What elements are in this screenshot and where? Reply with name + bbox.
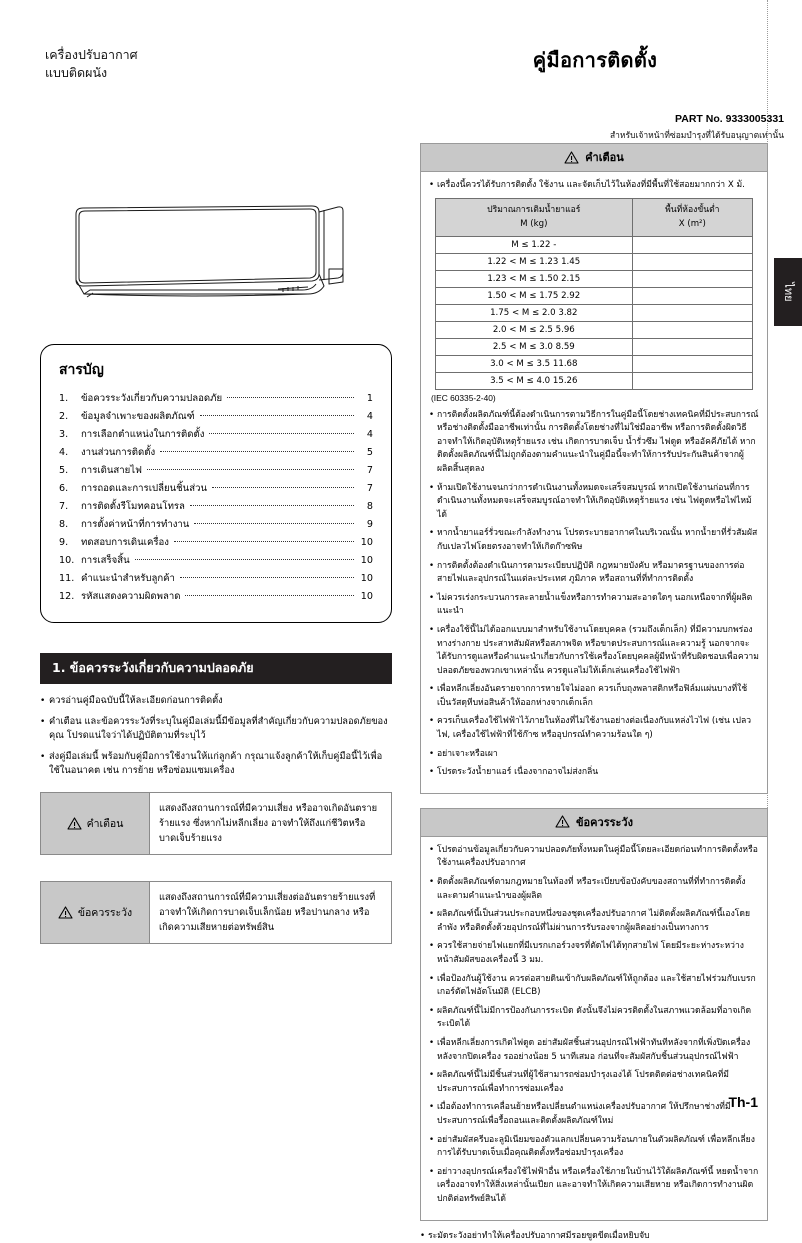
section-1-bullet [40,694,392,709]
toc-item-label: การตั้งค่าหน้าที่การทำงาน [81,516,192,534]
toc-item-number: 4. [59,444,81,462]
toc-item-label: การเลือกตำแหน่งในการติดตั้ง [81,426,207,444]
table-header-charge [436,198,633,236]
cell-area [632,270,752,287]
toc-leader-dots [135,559,354,560]
bullet-dot-icon: • [429,748,437,762]
bullet-text: ควรเก็บเครื่องใช้ไฟฟ้าไว้ภายในห้องที่ไม่ใช้งานอย่างต่อเนื่องกับแหล่งไวไฟ (เช่น เปลวไฟ, เครื่องใช้ไฟฟ้าที่ใช้ก๊าซ หรืออุปกรณ์ทำความร้อนใด ๆ) [437,715,759,742]
legend-caution-row [40,881,392,944]
caution-bullets [429,844,759,1207]
bullet-dot-icon: • [429,844,437,871]
bullet-text: อย่าสัมผัสครีบอะลูมิเนียมของตัวแลกเปลี่ยนความร้อนภายในตัวผลิตภัณฑ์ เพื่อหลีกเลี่ยงการได้รับบาดเจ็บเมื่อคุณติดตั้งหรือซ่อมบำรุงเครื่อง [437,1134,759,1161]
product-type-line1: เครื่องปรับอากาศ [45,46,138,64]
toc-leader-dots [160,451,354,452]
bullet-dot-icon: • [429,715,437,742]
bullet-dot-icon: • [429,1101,437,1128]
warning-bullet [429,527,759,554]
toc-item-label: การถอดและการเปลี่ยนชิ้นส่วน [81,480,210,498]
caution-bullet [429,876,759,903]
right-column [420,143,768,1243]
cell-area [632,236,752,253]
section-1-bullet [40,750,392,779]
toc-item-page: 10 [356,588,373,606]
section-1-bullets [40,694,392,779]
toc-item-number: 12. [59,588,81,606]
bullet-dot-icon: • [429,527,437,554]
cell-charge: 1.75 < M ≤ 2.0 3.82 [436,304,633,321]
warning-bullets [429,409,759,780]
warning-bullet [429,482,759,523]
toc-item-page: 1 [356,390,373,408]
handling-note-bullet [420,1230,768,1243]
toc-leader-dots [180,577,354,578]
toc-item-label: รหัสแสดงความผิดพลาด [81,588,183,606]
toc-item[interactable] [59,480,373,498]
bullet-text: ติดตั้งผลิตภัณฑ์ตามกฎหมายในท้องที่ หรือระเบียบข้อบังคับของสถานที่ที่ทำการติดตั้ง และตามคำแนะนำของผู้ผลิต [437,876,759,903]
page-footer: Th-1 [728,1094,758,1110]
table-row [436,270,753,287]
bullet-text: ควรอ่านคู่มือฉบับนี้ให้ละเอียดก่อนการติดตั้ง [49,694,392,709]
table-header-charge-line2: M (kg) [520,219,547,229]
legend-warning-row [40,792,392,855]
section-1-heading: 1. ข้อควรระวังเกี่ยวกับความปลอดภัย [40,653,392,684]
toc-item[interactable] [59,444,373,462]
warning-intro-text: เครื่องนี้ควรได้รับการติดตั้ง ใช้งาน และจัดเก็บไว้ในห้องที่มีพื้นที่ใช้สอยมากกว่า X ม้. [437,179,759,193]
bullet-dot-icon: • [429,1037,437,1064]
caution-bullet [429,844,759,871]
panel-spacer [420,794,768,808]
caution-bullet [429,908,759,935]
table-header-charge-line1: ปริมาณการเติมน้ำยาแอร์ [487,205,580,215]
table-row [436,372,753,389]
legend-caution-desc: แสดงถึงสถานการณ์ที่มีความเสี่ยงต่ออันตรายร้ายแรงที่อาจทำให้เกิดการบาดเจ็บเล็กน้อย หรือปานกลาง หรือเกิดความเสียหายต่อทรัพย์สิน [149,882,391,943]
caution-bullet [429,1037,759,1064]
toc-item-label: ข้อมูลจำเพาะของผลิตภัณฑ์ [81,408,198,426]
toc-leader-dots [147,469,354,470]
toc-item-number: 10. [59,552,81,570]
bullet-text: เครื่องใช้นี้ไม่ได้ออกแบบมาสำหรับใช้งานโดยบุคคล (รวมถึงเด็กเล็ก) ที่มีความบกพร่องทางร่างกาย ประสาทสัมผัสหรือสภาพจิต หรือขาดประสบการณ์และความรู้ นอกจากจะได้รับการดูแลหรือคำแนะนำเกี่ยวกับการใช้เครื่องโดยบุคคลผู้มีหน้าที่รับผิดชอบเพื่อความปลอดภัยของพวกเขาเหล่านั้น ควรดูแลไม่ให้เด็กเล่นเครื่องใช้ไฟฟ้า [437,624,759,678]
warning-panel [420,143,768,794]
toc-item-number: 3. [59,426,81,444]
bullet-dot-icon: • [429,624,437,678]
bullet-dot-icon: • [429,908,437,935]
warning-bullet [429,683,759,710]
cell-charge: 1.23 < M ≤ 1.50 2.15 [436,270,633,287]
standard-reference: (IEC 60335-2-40) [431,393,759,403]
caution-bullet [429,1101,759,1128]
bullet-dot-icon: • [429,876,437,903]
bullet-text: ส่งคู่มือเล่มนี้ พร้อมกับคู่มือการใช้งานให้แก่ลูกค้า กรุณาแจ้งลูกค้าให้เก็บคู่มือนี้ไว้เพื่อใช้ในอนาคต เช่น การย้าย หรือซ่อมแซมเครื่อง [49,750,392,779]
bullet-text: ควรใช้สายจ่ายไฟแยกที่มีเบรกเกอร์วงจรที่ตัดไฟได้ทุกสายไฟ โดยมีระยะห่างระหว่างหน้าสัมผัสของเครื่องนี้ 3 มม. [437,940,759,967]
caution-triangle-icon [58,906,73,919]
caution-panel-title: ข้อควรระวัง [576,813,633,831]
product-type-heading [45,46,138,82]
cell-area [632,321,752,338]
toc-item-label: การติดตั้งรีโมทคอนโทรล [81,498,188,516]
refrigerant-charge-table [435,198,753,390]
bullet-dot-icon: • [429,592,437,619]
bullet-text: ไม่ควรเร่งกระบวนการละลายน้ำแข็งหรือการทำความสะอาดใดๆ นอกเหนือจากที่ผู้ผลิตแนะนำ [437,592,759,619]
toc-item[interactable] [59,516,373,534]
toc-item[interactable] [59,588,373,606]
warning-panel-header [421,144,767,172]
bullet-dot-icon: • [40,715,49,744]
toc-item-number: 5. [59,462,81,480]
bullet-dot-icon: • [40,694,49,709]
bullet-dot-icon: • [429,482,437,523]
toc-item-number: 2. [59,408,81,426]
bullet-dot-icon: • [429,1134,437,1161]
toc-leader-dots [185,595,354,596]
caution-panel-body [421,837,767,1220]
cell-charge: 3.0 < M ≤ 3.5 11.68 [436,355,633,372]
toc-item[interactable] [59,408,373,426]
toc-item-number: 8. [59,516,81,534]
toc-item-page: 10 [356,552,373,570]
toc-leader-dots [209,433,354,434]
toc-item-label: ข้อควรระวังเกี่ยวกับความปลอดภัย [81,390,225,408]
warning-bullet [429,624,759,678]
warning-bullet [429,748,759,762]
bullet-text: อย่าวางอุปกรณ์เครื่องใช้ไฟฟ้าอื่น หรือเครื่องใช้ภายในบ้านไว้ใต้ผลิตภัณฑ์นี้ หยดน้ำจากเครื่องอาจทำให้สิ่งเหล่านั้นเปียก และอาจทำให้เกิดความเสียหาย หรือเกิดการทำงานผิดปกติต่อทรัพย์สินได้ [437,1166,759,1207]
bullet-text: เพื่อป้องกันผู้ใช้งาน ควรต่อสายดินเข้ากับผลิตภัณฑ์ให้ถูกต้อง และใช้สายไฟร่วมกับเบรกเกอร์ตัดไฟอัตโนมัติ (ELCB) [437,973,759,1000]
toc-item-label: งานส่วนการติดตั้ง [81,444,158,462]
bullet-dot-icon: • [429,1005,437,1032]
toc-list [59,390,373,606]
bullet-dot-icon: • [429,560,437,587]
bullet-dot-icon: • [429,179,437,193]
toc-item[interactable] [59,498,373,516]
legend-warning-label: คำเตือน [87,815,124,832]
caution-bullet [429,973,759,1000]
toc-item-page: 9 [356,516,373,534]
cell-charge: 1.22 < M ≤ 1.23 1.45 [436,253,633,270]
handling-note-text: ระมัดระวังอย่าทำให้เครื่องปรับอากาศมีรอยขูดขีดเมื่อหยิบจับ [428,1230,650,1243]
bullet-text: การติดตั้งผลิตภัณฑ์นี้ต้องดำเนินการตามวิธีการในคู่มือนี้โดยช่างเทคนิคที่มีประสบการณ์หรือช่างติดตั้งมืออาชีพเท่านั้น การติดตั้งโดยช่างที่ไม่ใช่มืออาชีพ หรือการติดตั้งผิดวิธีอาจทำให้เกิดอุบัติเหตุร้ายแรง เช่น เกิดการบาดเจ็บ น้ำรั่วซึม ไฟดูด หรืออัคคีภัยได้ หากติดตั้งผลิตภัณฑ์นี้ไม่ถูกต้องตามคำแนะนำในคู่มือนี้จะทำให้การรับประกันสินค้าจากผู้ผลิตสิ้นสุดลง [437,409,759,477]
toc-item-number: 6. [59,480,81,498]
table-body [436,236,753,389]
bullet-dot-icon: • [429,973,437,1000]
legend-spacer [40,855,392,868]
legend-warning-label-cell [41,793,149,854]
warning-bullet [429,715,759,742]
bullet-dot-icon: • [40,750,49,779]
cell-area [632,372,752,389]
toc-item-label: การเสร็จสิ้น [81,552,133,570]
table-row [436,236,753,253]
toc-item-label: ทดสอบการเดินเครื่อง [81,534,172,552]
indoor-unit-illustration [40,170,392,338]
authorized-personnel-note: สำหรับเจ้าหน้าที่ซ่อมบำรุงที่ได้รับอนุญาตเท่านั้น [610,128,784,142]
cell-area [632,304,752,321]
warning-intro-bullet [429,179,759,193]
caution-bullet [429,940,759,967]
bullet-dot-icon: • [429,940,437,967]
bullet-text: อย่าเจาะหรือเผา [437,748,759,762]
toc-item-page: 7 [356,480,373,498]
bullet-text: โปรดอ่านข้อมูลเกี่ยวกับความปลอดภัยทั้งหมดในคู่มือนี้โดยละเอียดก่อนทำการติดตั้งหรือใช้งานเครื่องปรับอากาศ [437,844,759,871]
bullet-text: หากน้ำยาแอร์รั่วขณะกำลังทำงาน โปรดระบายอากาศในบริเวณนั้น หากน้ำยาที่รั่วสัมผัสกับเปลวไฟโดยตรงอาจทำให้เกิดก๊าซพิษ [437,527,759,554]
cell-charge: 2.0 < M ≤ 2.5 5.96 [436,321,633,338]
caution-bullet [429,1005,759,1032]
table-row [436,321,753,338]
language-tab [774,258,802,326]
toc-item-page: 4 [356,426,373,444]
warning-triangle-icon [67,817,82,830]
page-title: คู่มือการติดตั้ง [430,44,760,76]
legend-warning-desc: แสดงถึงสถานการณ์ที่มีความเสี่ยง หรืออาจเกิดอันตรายร้ายแรง ซึ่งหากไม่หลีกเลี่ยง อาจทำให้ถึงแก่ชีวิตหรือบาดเจ็บร้ายแรง [149,793,391,854]
toc-item[interactable] [59,570,373,588]
toc-leader-dots [194,523,354,524]
toc-leader-dots [190,505,354,506]
cell-area [632,355,752,372]
toc-leader-dots [200,415,354,416]
toc-leader-dots [227,397,354,398]
table-row [436,355,753,372]
toc-item-page: 10 [356,534,373,552]
bullet-text: ห้ามเปิดใช้งานจนกว่าการดำเนินงานทั้งหมดจะเสร็จสมบูรณ์ หากเปิดใช้งานก่อนที่การดำเนินงานทั้งหมดจะเสร็จสมบูรณ์อาจทำให้เกิดอุบัติเหตุร้ายแรง เช่น ไฟดูดหรือไฟไหม้ได้ [437,482,759,523]
bullet-text: ผลิตภัณฑ์นี้ไม่มีชิ้นส่วนที่ผู้ใช้สามารถซ่อมบำรุงเองได้ โปรดติดต่อช่างเทคนิคที่มีประสบการณ์เพื่อทำการซ่อมเครื่อง [437,1069,759,1096]
bullet-dot-icon: • [420,1230,428,1243]
toc-leader-dots [212,487,354,488]
toc-item-page: 10 [356,570,373,588]
warning-bullet [429,409,759,477]
cell-area [632,287,752,304]
caution-bullet [429,1069,759,1096]
bullet-text: การติดตั้งต้องดำเนินการตามระเบียบปฏิบัติ กฎหมายบังคับ หรือมาตรฐานของการต่อสายไฟและอุปกรณ์ในแต่ละประเทศ ภูมิภาค หรือสถานที่ที่ทำการติดตั้ง [437,560,759,587]
bullet-dot-icon: • [429,766,437,780]
table-of-contents [40,344,392,623]
warning-bullet [429,766,759,780]
toc-item[interactable] [59,534,373,552]
bullet-text: เพื่อหลีกเลี่ยงการเกิดไฟดูด อย่าสัมผัสชิ้นส่วนอุปกรณ์ไฟฟ้าทันทีหลังจากที่เพิ่งปิดเครื่อง หลังจากปิดเครื่อง รออย่างน้อย 5 นาทีเสมอ ก่อนที่จะสัมผัสกับชิ้นส่วนอุปกรณ์ไฟฟ้า [437,1037,759,1064]
caution-triangle-icon [555,815,570,828]
cell-charge: M ≤ 1.22 - [436,236,633,253]
table-row [436,304,753,321]
bullet-dot-icon: • [429,1069,437,1096]
toc-item[interactable] [59,462,373,480]
bullet-text: ผลิตภัณฑ์นี้ไม่มีการป้องกันการระเบิด ดังนั้นจึงไม่ควรติดตั้งในสภาพแวดล้อมที่อาจเกิดระเบิดได้ [437,1005,759,1032]
caution-panel-header [421,809,767,837]
legend-caution-label-cell [41,882,149,943]
cell-charge: 3.5 < M ≤ 4.0 15.26 [436,372,633,389]
toc-item-number: 9. [59,534,81,552]
table-header-area-line2: X (m²) [679,219,706,229]
bullet-text: เมื่อต้องทำการเคลื่อนย้ายหรือเปลี่ยนตำแหน่งเครื่องปรับอากาศ ให้ปรึกษาช่างที่มีประสบการณ์เพื่อรื้อถอนและติดตั้งผลิตภัณฑ์ใหม่ [437,1101,759,1128]
language-tab-label: ไทย [774,258,802,326]
toc-item-page: 4 [356,408,373,426]
section-1-bullet [40,715,392,744]
bullet-text: คำเตือน และข้อควรระวังที่ระบุในคู่มือเล่มนี้มีข้อมูลที่สำคัญเกี่ยวกับความปลอดภัยของคุณ โปรดแน่ใจว่าได้ปฏิบัติตามที่ระบุไว้ [49,715,392,744]
toc-item[interactable] [59,426,373,444]
warning-triangle-icon [564,151,579,164]
warning-bullet [429,560,759,587]
toc-item-number: 7. [59,498,81,516]
bullet-dot-icon: • [429,409,437,477]
table-header-area-line1: พื้นที่ห้องขั้นต่ำ [665,205,719,215]
table-header-area [632,198,752,236]
left-column [40,170,392,944]
cell-charge: 2.5 < M ≤ 3.0 8.59 [436,338,633,355]
cell-area [632,253,752,270]
toc-leader-dots [174,541,354,542]
toc-item[interactable] [59,552,373,570]
cell-charge: 1.50 < M ≤ 1.75 2.92 [436,287,633,304]
toc-item-page: 8 [356,498,373,516]
bullet-text: โปรดระวังน้ำยาแอร์ เนื่องจากอาจไม่ส่งกลิ่น [437,766,759,780]
caution-bullet [429,1134,759,1161]
table-row [436,253,753,270]
bullet-dot-icon: • [429,683,437,710]
cell-area [632,338,752,355]
toc-item-number: 1. [59,390,81,408]
table-row [436,338,753,355]
warning-panel-title: คำเตือน [585,148,624,166]
toc-title: สารบัญ [59,359,373,381]
warning-panel-body [421,172,767,793]
warning-bullet [429,592,759,619]
bullet-text: ผลิตภัณฑ์นี้เป็นส่วนประกอบหนึ่งของชุดเครื่องปรับอากาศ ไม่ติดตั้งผลิตภัณฑ์นี้เองโดยลำพัง หรือติดตั้งด้วยอุปกรณ์ที่ไม่ผ่านการรับรองจากผู้ผลิตอย่างเป็นทางการ [437,908,759,935]
bullet-dot-icon: • [429,1166,437,1207]
table-header-row [436,198,753,236]
toc-item-label: คำแนะนำสำหรับลูกค้า [81,570,178,588]
toc-item[interactable] [59,390,373,408]
toc-item-label: การเดินสายไฟ [81,462,145,480]
caution-panel [420,808,768,1221]
part-number: PART No. 9333005331 [675,113,784,125]
bullet-text: เพื่อหลีกเลี่ยงอันตรายจากการหายใจไม่ออก ควรเก็บถุงพลาสติกหรือฟิล์มแผ่นบางที่ใช้เป็นวัสดุหีบห่อสินค้าให้ออกห่างจากเด็กเล็ก [437,683,759,710]
product-type-line2: แบบติดผนัง [45,64,138,82]
table-row [436,287,753,304]
toc-item-page: 5 [356,444,373,462]
legend-caution-label: ข้อควรระวัง [78,904,132,921]
caution-bullet [429,1166,759,1207]
wall-mounted-ac-icon [40,170,392,338]
toc-item-number: 11. [59,570,81,588]
toc-item-page: 7 [356,462,373,480]
